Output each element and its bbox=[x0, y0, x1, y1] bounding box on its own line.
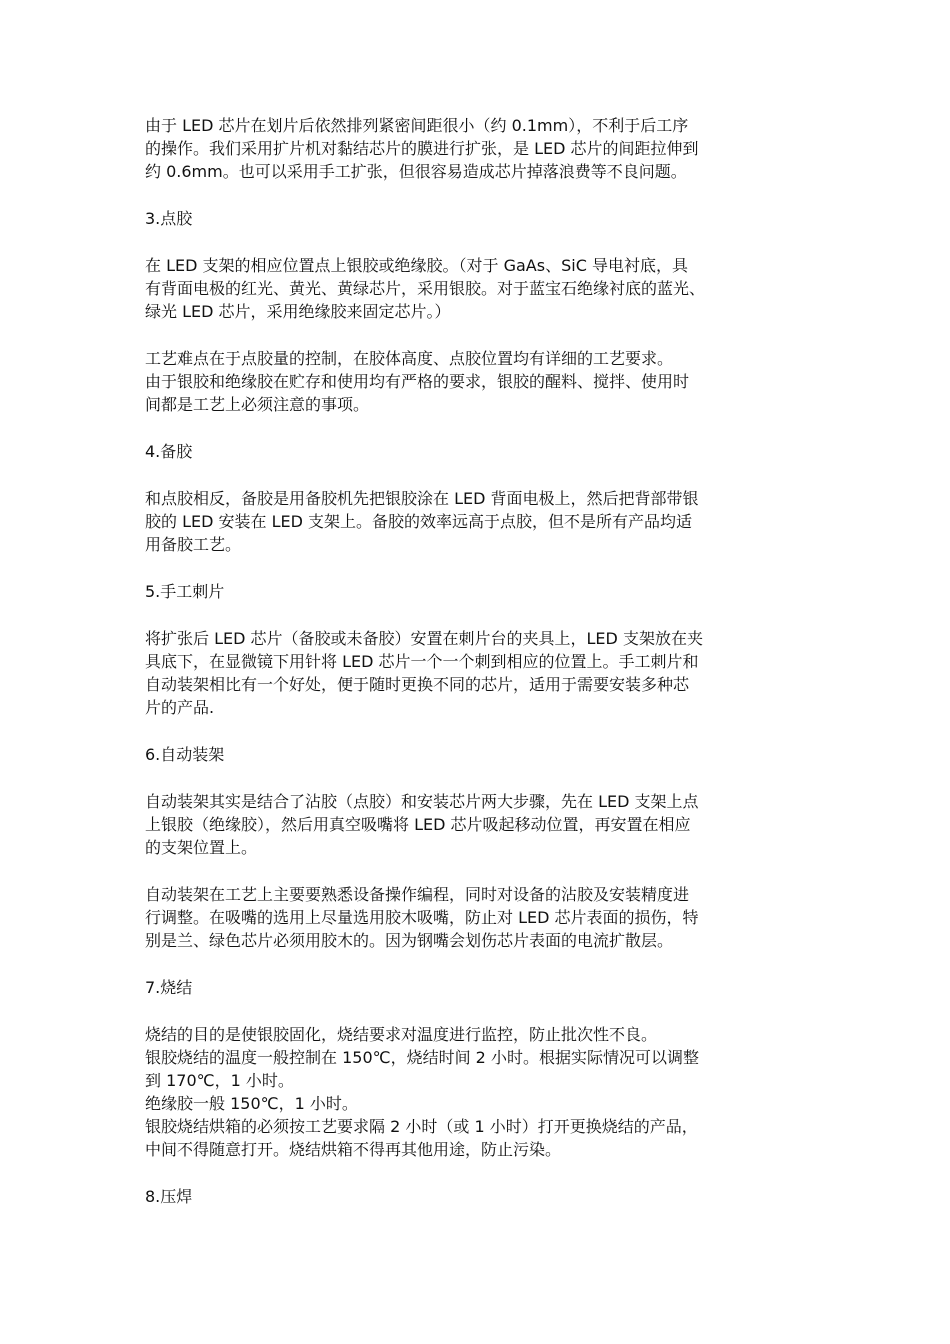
paragraph-line: 和点胶相反，备胶是用备胶机先把银胶涂在 LED 背面电极上，然后把背部带银 bbox=[145, 489, 699, 508]
paragraph-line: 胶的 LED 安装在 LED 支架上。备胶的效率远高于点胶，但不是所有产品均适 bbox=[145, 512, 693, 531]
paragraph-line: 用备胶工艺。 bbox=[145, 535, 242, 554]
section-heading: 7.烧结 bbox=[145, 978, 193, 997]
paragraph-line: 绝缘胶一般 150℃，1 小时。 bbox=[145, 1094, 358, 1113]
paragraph-line: 间都是工艺上必须注意的事项。 bbox=[145, 395, 370, 414]
paragraph-line: 工艺难点在于点胶量的控制，在胶体高度、点胶位置均有详细的工艺要求。 bbox=[145, 349, 674, 368]
paragraph-line: 将扩张后 LED 芯片（备胶或未备胶）安置在刺片台的夹具上，LED 支架放在夹 bbox=[145, 629, 703, 648]
paragraph-line: 自动装架相比有一个好处，便于随时更换不同的芯片，适用于需要安装多种芯 bbox=[145, 675, 690, 694]
paragraph-line: 具底下，在显微镜下用针将 LED 芯片一个一个刺到相应的位置上。手工刺片和 bbox=[145, 652, 699, 671]
section-heading: 8.压焊 bbox=[145, 1187, 193, 1206]
paragraph bbox=[145, 883, 809, 952]
paragraph bbox=[145, 627, 809, 719]
paragraph-line: 中间不得随意打开。烧结烘箱不得再其他用途，防止污染。 bbox=[145, 1140, 562, 1159]
paragraph bbox=[145, 254, 809, 323]
paragraph-line: 银胶烧结的温度一般控制在 150℃，烧结时间 2 小时。根据实际情况可以调整 bbox=[145, 1048, 699, 1067]
paragraph-line: 由于银胶和绝缘胶在贮存和使用均有严格的要求，银胶的醒料、搅拌、使用时 bbox=[145, 372, 690, 391]
paragraph-line: 由于 LED 芯片在划片后依然排列紧密间距很小（约 0.1mm），不利于后工序 bbox=[145, 116, 689, 135]
paragraph-line: 片的产品. bbox=[145, 698, 215, 717]
section-heading: 3.点胶 bbox=[145, 209, 193, 228]
paragraph-line: 自动装架在工艺上主要要熟悉设备操作编程，同时对设备的沾胶及安装精度进 bbox=[145, 885, 690, 904]
paragraph-line: 约 0.6mm。也可以采用手工扩张，但很容易造成芯片掉落浪费等不良问题。 bbox=[145, 162, 687, 181]
paragraph bbox=[145, 487, 809, 556]
paragraph bbox=[145, 114, 809, 183]
paragraph-line: 绿光 LED 芯片，采用绝缘胶来固定芯片。） bbox=[145, 302, 451, 321]
paragraph bbox=[145, 790, 809, 859]
paragraph-line: 上银胶（绝缘胶），然后用真空吸嘴将 LED 芯片吸起移动位置，再安置在相应 bbox=[145, 815, 691, 834]
paragraph-line: 的操作。我们采用扩片机对黏结芯片的膜进行扩张，是 LED 芯片的间距拉伸到 bbox=[145, 139, 699, 158]
document-page bbox=[145, 114, 809, 1232]
paragraph-line: 别是兰、绿色芯片必须用胶木的。因为钢嘴会划伤芯片表面的电流扩散层。 bbox=[145, 931, 674, 950]
paragraph-line: 到 170℃，1 小时。 bbox=[145, 1071, 294, 1090]
paragraph-line: 烧结的目的是使银胶固化，烧结要求对温度进行监控，防止批次性不良。 bbox=[145, 1025, 658, 1044]
paragraph-line: 有背面电极的红光、黄光、黄绿芯片，采用银胶。对于蓝宝石绝缘衬底的蓝光、 bbox=[145, 279, 706, 298]
section-heading: 5.手工刺片 bbox=[145, 582, 225, 601]
paragraph-line: 自动装架其实是结合了沾胶（点胶）和安装芯片两大步骤，先在 LED 支架上点 bbox=[145, 792, 699, 811]
paragraph-line: 的支架位置上。 bbox=[145, 838, 258, 857]
paragraph bbox=[145, 1023, 809, 1161]
paragraph-line: 银胶烧结烘箱的必须按工艺要求隔 2 小时（或 1 小时）打开更换烧结的产品， bbox=[145, 1117, 698, 1136]
paragraph-line: 在 LED 支架的相应位置点上银胶或绝缘胶。（对于 GaAs、SiC 导电衬底，具 bbox=[145, 256, 688, 275]
paragraph-line: 行调整。在吸嘴的选用上尽量选用胶木吸嘴，防止对 LED 芯片表面的损伤，特 bbox=[145, 908, 699, 927]
section-heading: 6.自动装架 bbox=[145, 745, 225, 764]
paragraph bbox=[145, 347, 809, 416]
section-heading: 4.备胶 bbox=[145, 442, 193, 461]
